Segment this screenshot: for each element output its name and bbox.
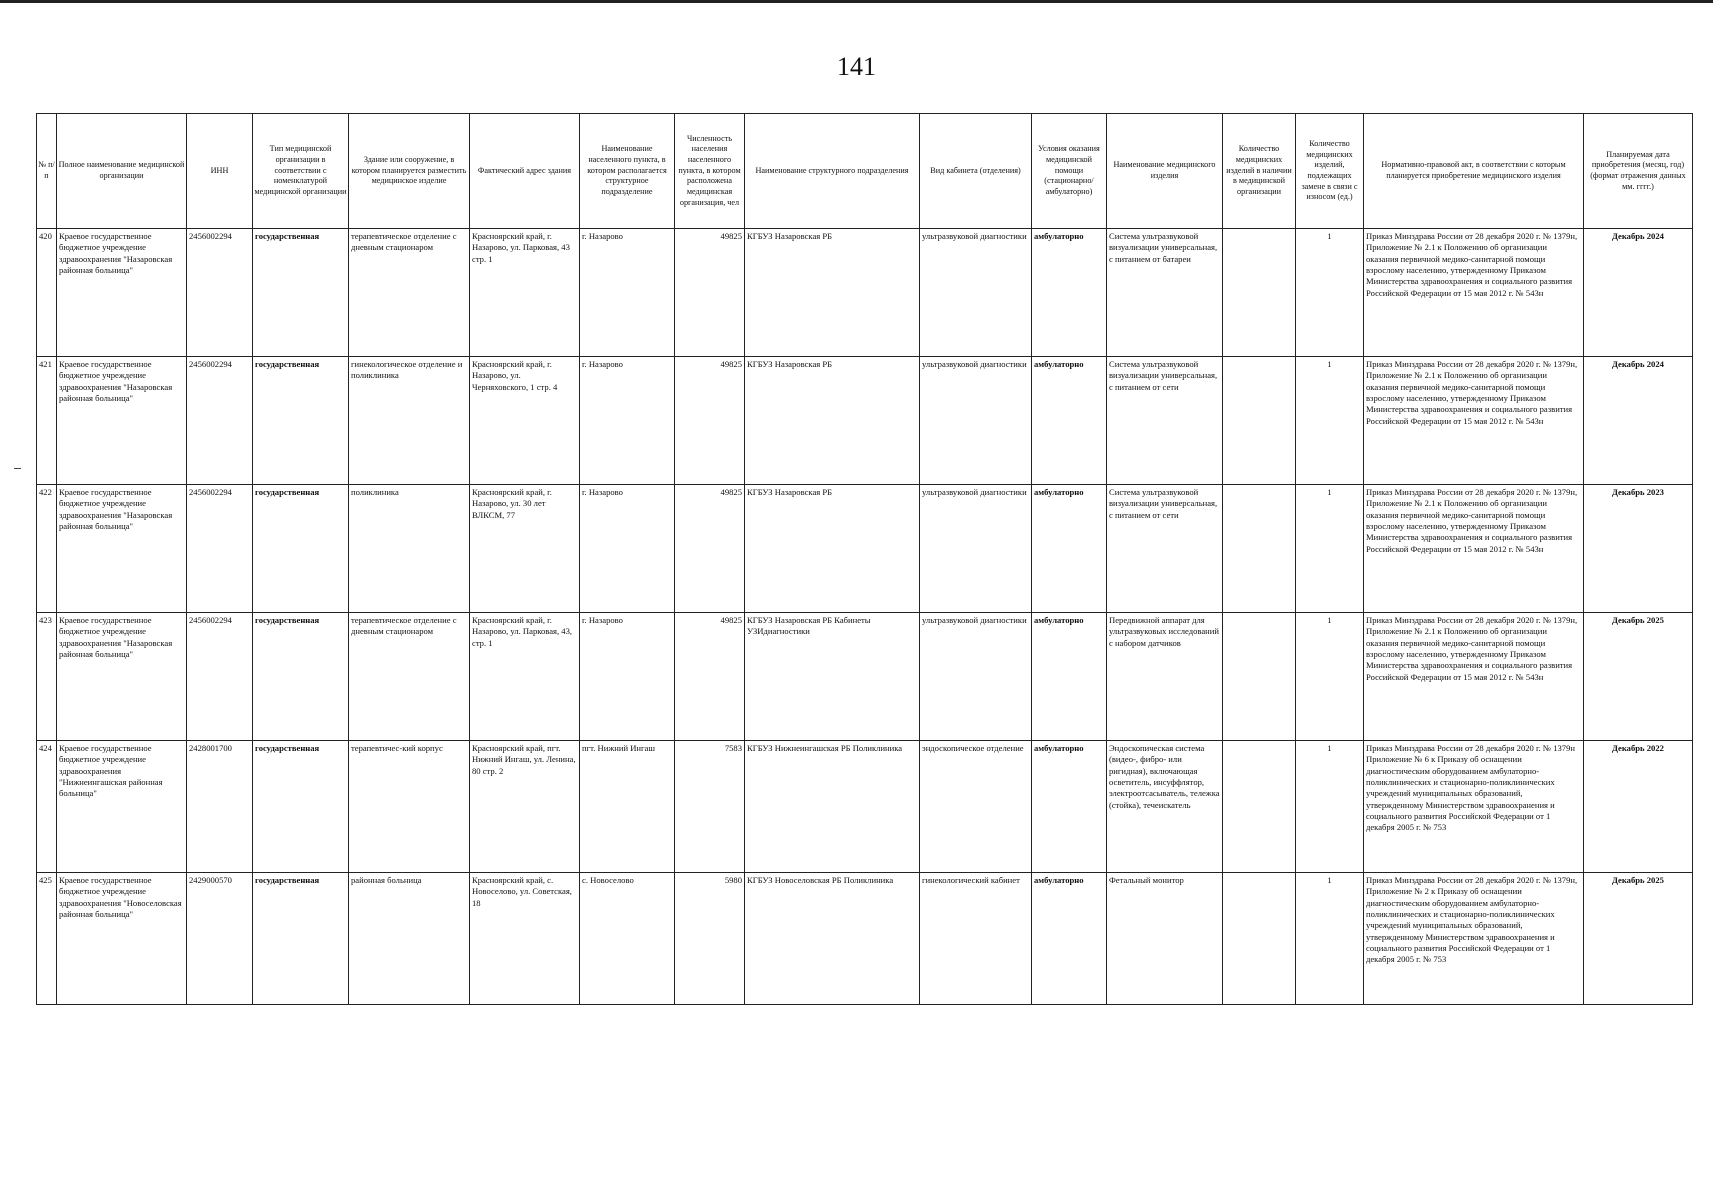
col-header: Количество медицинских изделий в наличии в медицинской организации: [1223, 114, 1296, 229]
org-name: Краевое государственное бюджетное учреждение здравоохранения "Нижнеингашская районная больница": [57, 741, 187, 873]
legal-act: Приказ Минздрава России от 28 декабря 2020 г. № 1379н Приложение № 6 к Приказу об оснащении диагностическим оборудованием амбулаторно-поликлинических и стационарно-поликлинических учреждений муниципальных образований, утвержденному Министерством здравоохранения и социального развития Российской Федерации от 1 декабря 2005 г. № 753: [1364, 741, 1584, 873]
settlement: с. Новоселово: [580, 873, 675, 1005]
unit-name: КГБУЗ Назаровская РБ: [745, 485, 920, 613]
col-header: № п/п: [37, 114, 57, 229]
address: Красноярский край, г. Назарово, ул. Черняховского, 1 стр. 4: [470, 357, 580, 485]
table-header: [37, 114, 1693, 229]
row-number: 420: [37, 229, 57, 357]
unit-name: КГБУЗ Назаровская РБ Кабинеты УЗИдиагностики: [745, 613, 920, 741]
planned-date: Декабрь 2025: [1584, 873, 1693, 1005]
row-number: 421: [37, 357, 57, 485]
address: Красноярский край, с. Новоселово, ул. Советская, 18: [470, 873, 580, 1005]
device-name: Система ультразвуковой визуализации универсальная, с питанием от сети: [1107, 485, 1223, 613]
org-name: Краевое государственное бюджетное учреждение здравоохранения "Назаровская районная больница": [57, 613, 187, 741]
address: Красноярский край, г. Назарово, ул. 30 лет ВЛКСМ, 77: [470, 485, 580, 613]
device-name: Передвижной аппарат для ультразвуковых исследований с набором датчиков: [1107, 613, 1223, 741]
legal-act: Приказ Минздрава России от 28 декабря 2020 г. № 1379н, Приложение № 2.1 к Положению об организации оказания первичной медико-санитарной помощи взрослому населению, утвержденному Приказом Министерства здравоохранения и социального развития Российской Федерации от 15 мая 2012 г. № 543н: [1364, 613, 1584, 741]
building: районная больница: [349, 873, 470, 1005]
cabinet-type: ультразвуковой диагностики: [920, 485, 1032, 613]
building: терапевтичес-кий корпус: [349, 741, 470, 873]
org-type: государственная: [253, 485, 349, 613]
org-type: государственная: [253, 741, 349, 873]
row-number: 425: [37, 873, 57, 1005]
col-header: Здание или сооружение, в котором планируется разместить медицинское изделие: [349, 114, 470, 229]
planned-date: Декабрь 2022: [1584, 741, 1693, 873]
col-header: ИНН: [187, 114, 253, 229]
building: поликлиника: [349, 485, 470, 613]
page-number: 141: [837, 52, 876, 81]
inn: 2456002294: [187, 613, 253, 741]
org-type: государственная: [253, 229, 349, 357]
org-type: государственная: [253, 357, 349, 485]
org-type: государственная: [253, 873, 349, 1005]
unit-name: КГБУЗ Нижнеингашская РБ Поликлиника: [745, 741, 920, 873]
care-conditions: амбулаторно: [1032, 357, 1107, 485]
table-row: [37, 741, 1693, 873]
care-conditions: амбулаторно: [1032, 873, 1107, 1005]
inn: 2456002294: [187, 357, 253, 485]
unit-name: КГБУЗ Новоселовская РБ Поликлиника: [745, 873, 920, 1005]
building: гинекологическое отделение и поликлиника: [349, 357, 470, 485]
row-number: 423: [37, 613, 57, 741]
org-name: Краевое государственное бюджетное учреждение здравоохранения "Назаровская районная больница": [57, 357, 187, 485]
replace-qty: 1: [1296, 873, 1364, 1005]
col-header: Полное наименование медицинской организации: [57, 114, 187, 229]
org-name: Краевое государственное бюджетное учреждение здравоохранения "Назаровская районная больница": [57, 229, 187, 357]
legal-act: Приказ Минздрава России от 28 декабря 2020 г. № 1379н, Приложение № 2 к Приказу об оснащении диагностическим оборудованием амбулаторно-поликлинических и стационарно-поликлинических учреждений муниципальных образований, утвержденному Министерством здравоохранения и социального развития Российской Федерации от 1 декабря 2005 г. № 753: [1364, 873, 1584, 1005]
replace-qty: 1: [1296, 613, 1364, 741]
care-conditions: амбулаторно: [1032, 613, 1107, 741]
equipment-table: [36, 113, 1693, 1005]
scan-mark: [14, 468, 21, 469]
legal-act: Приказ Минздрава России от 28 декабря 2020 г. № 1379н, Приложение № 2.1 к Положению об организации оказания первичной медико-санитарной помощи взрослому населению, утвержденному Приказом Министерства здравоохранения и социального развития Российской Федерации от 15 мая 2012 г. № 543н: [1364, 357, 1584, 485]
population: 5980: [675, 873, 745, 1005]
building: терапевтическое отделение с дневным стационаром: [349, 613, 470, 741]
settlement: пгт. Нижний Ингаш: [580, 741, 675, 873]
col-header: Наименование структурного подразделения: [745, 114, 920, 229]
inn: 2456002294: [187, 229, 253, 357]
legal-act: Приказ Минздрава России от 28 декабря 2020 г. № 1379н, Приложение № 2.1 к Положению об организации оказания первичной медико-санитарной помощи взрослому населению, утвержденному Приказом Министерства здравоохранения и социального развития Российской Федерации от 15 мая 2012 г. № 543н: [1364, 229, 1584, 357]
col-header: Планируемая дата приобретения (месяц, год) (формат отражения данных мм. гггг.): [1584, 114, 1693, 229]
settlement: г. Назарово: [580, 613, 675, 741]
inn: 2456002294: [187, 485, 253, 613]
cabinet-type: гинекологический кабинет: [920, 873, 1032, 1005]
col-header: Фактический адрес здания: [470, 114, 580, 229]
table-body: [37, 229, 1693, 1005]
address: Красноярский край, г. Назарово, ул. Парковая, 43 стр. 1: [470, 229, 580, 357]
in-stock: [1223, 613, 1296, 741]
inn: 2429000570: [187, 873, 253, 1005]
replace-qty: 1: [1296, 741, 1364, 873]
legal-act: Приказ Минздрава России от 28 декабря 2020 г. № 1379н, Приложение № 2.1 к Положению об организации оказания первичной медико-санитарной помощи взрослому населению, утвержденному Приказом Министерства здравоохранения и социального развития Российской Федерации от 15 мая 2012 г. № 543н: [1364, 485, 1584, 613]
org-type: государственная: [253, 613, 349, 741]
address: Красноярский край, пгт. Нижний Ингаш, ул. Ленина, 80 стр. 2: [470, 741, 580, 873]
building: терапевтическое отделение с дневным стационаром: [349, 229, 470, 357]
header-row: [37, 114, 1693, 229]
device-name: Эндоскопическая система (видео-, фибро- или ригидная), включающая осветитель, инсуффлятор, электроотсасыватель, тележка (стойка), течеискатель: [1107, 741, 1223, 873]
col-header: Численность населения населенного пункта, в котором расположена медицинская организация, чел: [675, 114, 745, 229]
unit-name: КГБУЗ Назаровская РБ: [745, 357, 920, 485]
settlement: г. Назарово: [580, 229, 675, 357]
settlement: г. Назарово: [580, 357, 675, 485]
in-stock: [1223, 229, 1296, 357]
col-header: Наименование медицинского изделия: [1107, 114, 1223, 229]
unit-name: КГБУЗ Назаровская РБ: [745, 229, 920, 357]
col-header: Тип медицинской организации в соответствии с номенклатурой медицинской организации: [253, 114, 349, 229]
cabinet-type: эндоскопическое отделение: [920, 741, 1032, 873]
replace-qty: 1: [1296, 485, 1364, 613]
table-row: [37, 485, 1693, 613]
in-stock: [1223, 873, 1296, 1005]
cabinet-type: ультразвуковой диагностики: [920, 613, 1032, 741]
table-row: [37, 613, 1693, 741]
org-name: Краевое государственное бюджетное учреждение здравоохранения "Новоселовская районная больница": [57, 873, 187, 1005]
care-conditions: амбулаторно: [1032, 741, 1107, 873]
device-name: Система ультразвуковой визуализации универсальная, с питанием от батареи: [1107, 229, 1223, 357]
planned-date: Декабрь 2025: [1584, 613, 1693, 741]
planned-date: Декабрь 2024: [1584, 357, 1693, 485]
table-row: [37, 357, 1693, 485]
in-stock: [1223, 357, 1296, 485]
population: 7583: [675, 741, 745, 873]
care-conditions: амбулаторно: [1032, 229, 1107, 357]
device-name: Система ультразвуковой визуализации универсальная, с питанием от сети: [1107, 357, 1223, 485]
population: 49825: [675, 229, 745, 357]
population: 49825: [675, 357, 745, 485]
org-name: Краевое государственное бюджетное учреждение здравоохранения "Назаровская районная больница": [57, 485, 187, 613]
row-number: 424: [37, 741, 57, 873]
population: 49825: [675, 485, 745, 613]
cabinet-type: ультразвуковой диагностики: [920, 229, 1032, 357]
planned-date: Декабрь 2023: [1584, 485, 1693, 613]
cabinet-type: ультразвуковой диагностики: [920, 357, 1032, 485]
address: Красноярский край, г. Назарово, ул. Парковая, 43, стр. 1: [470, 613, 580, 741]
col-header: Наименование населенного пункта, в котором располагается структурное подразделение: [580, 114, 675, 229]
planned-date: Декабрь 2024: [1584, 229, 1693, 357]
inn: 2428001700: [187, 741, 253, 873]
settlement: г. Назарово: [580, 485, 675, 613]
table-row: [37, 229, 1693, 357]
replace-qty: 1: [1296, 357, 1364, 485]
care-conditions: амбулаторно: [1032, 485, 1107, 613]
col-header: Количество медицинских изделий, подлежащих замене в связи с износом (ед.): [1296, 114, 1364, 229]
in-stock: [1223, 741, 1296, 873]
col-header: Нормативно-правовой акт, в соответствии с которым планируется приобретение медицинского изделия: [1364, 114, 1584, 229]
population: 49825: [675, 613, 745, 741]
col-header: Условия оказания медицинской помощи (стационарно/ амбулаторно): [1032, 114, 1107, 229]
row-number: 422: [37, 485, 57, 613]
top-border-line: [0, 0, 1713, 3]
replace-qty: 1: [1296, 229, 1364, 357]
table-row: [37, 873, 1693, 1005]
device-name: Фетальный монитор: [1107, 873, 1223, 1005]
col-header: Вид кабинета (отделения): [920, 114, 1032, 229]
in-stock: [1223, 485, 1296, 613]
